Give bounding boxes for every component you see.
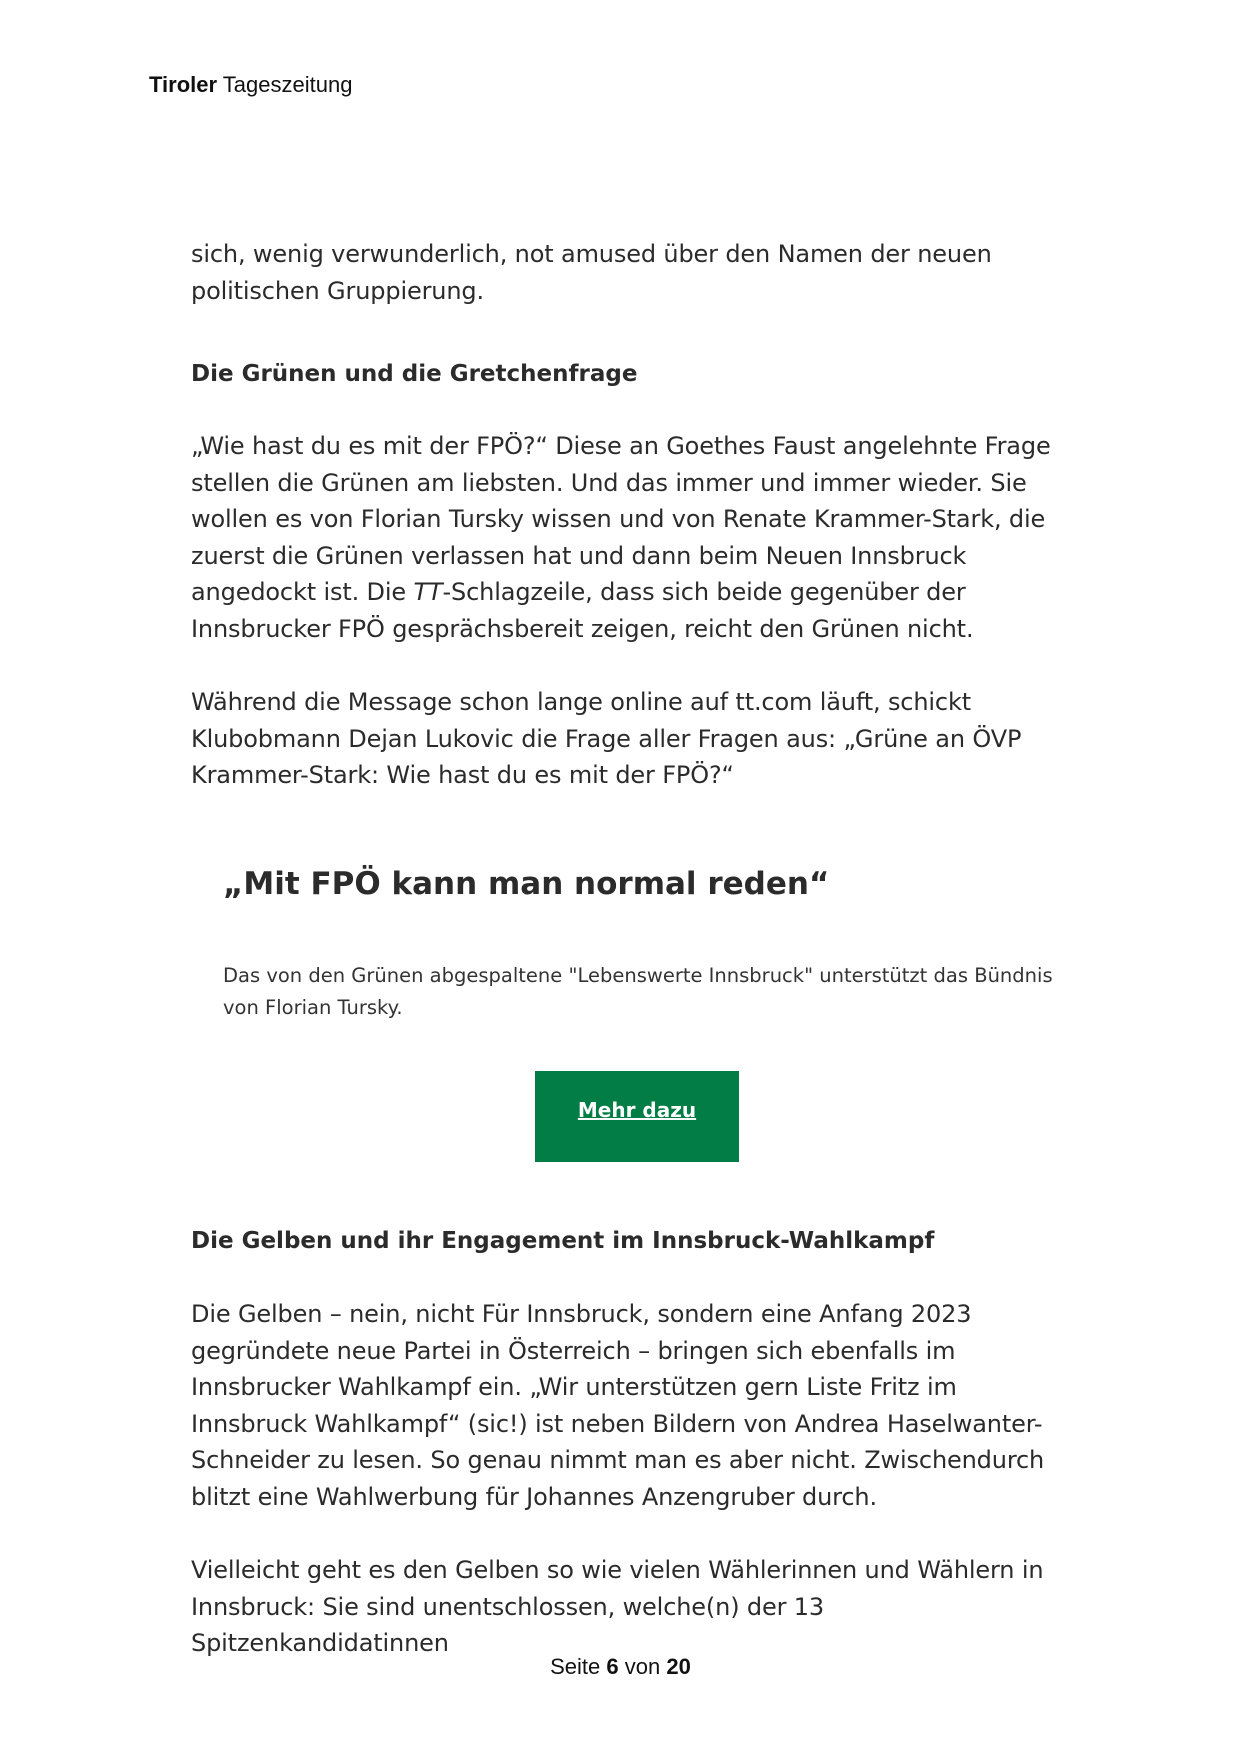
section-heading-gelben: [191, 1223, 1071, 1259]
paragraph-5: [191, 1552, 1071, 1662]
section-heading-text: Die Gelben und ihr Engagement im Innsbruck-Wahlkampf: [191, 1228, 935, 1254]
text-line: Krammer-Stark: Wie hast du es mit der FPÖ?“: [191, 761, 734, 789]
text-line: sich, wenig verwunderlich, not amused über den Namen der neuen: [191, 240, 992, 268]
text-line: wollen es von Florian Tursky wissen und von Renate Krammer-Stark, die: [191, 505, 1046, 533]
more-info-button[interactable]: [535, 1071, 739, 1162]
paragraph-3: [191, 684, 1071, 794]
paragraph-1: [191, 236, 1071, 309]
teaser-title: „Mit FPÖ kann man normal reden“: [223, 866, 830, 902]
text-line: Innsbruck Wahlkampf“ (sic!) ist neben Bildern von Andrea Haselwanter-: [191, 1409, 1043, 1438]
text-line: Innsbrucker Wahlkampf ein. „Wir unterstützen gern Liste Fritz im: [191, 1373, 957, 1401]
text-line: Innsbrucker FPÖ gesprächsbereit zeigen, reicht den Grünen nicht.: [191, 614, 974, 643]
text-line: „Wie hast du es mit der FPÖ?“ Diese an Goethes Faust angelehnte Frage: [191, 432, 1051, 460]
current-page-number: 6: [606, 1654, 619, 1679]
italic-abbreviation: TT: [413, 578, 443, 606]
text-span: angedockt ist. Die: [191, 578, 414, 606]
text-line: Die Gelben – nein, nicht Für Innsbruck, sondern eine Anfang 2023: [191, 1300, 972, 1328]
page-number-footer: [0, 1654, 1241, 1680]
text-line: politischen Gruppierung.: [191, 276, 484, 305]
text-line: [191, 574, 1071, 611]
text-line: von Florian Tursky.: [223, 995, 403, 1019]
page-separator: von: [624, 1654, 661, 1679]
section-heading-text: Die Grünen und die Gretchenfrage: [191, 361, 638, 387]
text-line: blitzt eine Wahlwerbung für Johannes Anzengruber durch.: [191, 1482, 877, 1511]
paragraph-2: [191, 428, 1071, 647]
brand-name-bold: Tiroler: [149, 72, 218, 97]
text-line: Klubobmann Dejan Lukovic die Frage aller Fragen aus: „Grüne an ÖVP: [191, 724, 1022, 753]
page-label: Seite: [550, 1654, 601, 1679]
brand-name-rest: Tageszeitung: [222, 72, 353, 97]
section-heading-gruene: [191, 356, 1071, 392]
more-info-button-label[interactable]: Mehr dazu: [577, 1097, 697, 1122]
teaser-description: [223, 960, 1063, 1023]
text-line: stellen die Grünen am liebsten. Und das immer und immer wieder. Sie: [191, 468, 1027, 497]
total-page-count: 20: [666, 1654, 691, 1679]
page-header: [149, 72, 352, 98]
text-line: Während die Message schon lange online auf tt.com läuft, schickt: [191, 688, 971, 716]
text-line: Schneider zu lesen. So genau nimmt man es aber nicht. Zwischendurch: [191, 1446, 1045, 1474]
text-line: zuerst die Grünen verlassen hat und dann beim Neuen Innsbruck: [191, 541, 967, 570]
text-line: Vielleicht geht es den Gelben so wie vielen Wählerinnen und Wählern in: [191, 1556, 1044, 1584]
text-line: Das von den Grünen abgespaltene "Lebenswerte Innsbruck" unterstützt das Bündnis: [223, 964, 1053, 987]
paragraph-4: [191, 1296, 1071, 1515]
text-span: -Schlagzeile, dass sich beide gegenüber der: [442, 578, 966, 606]
text-line: Innsbruck: Sie sind unentschlossen, welche(n) der 13 Spitzenkandidatinnen: [191, 1592, 825, 1657]
text-line: gegründete neue Partei in Österreich – bringen sich ebenfalls im: [191, 1336, 956, 1365]
